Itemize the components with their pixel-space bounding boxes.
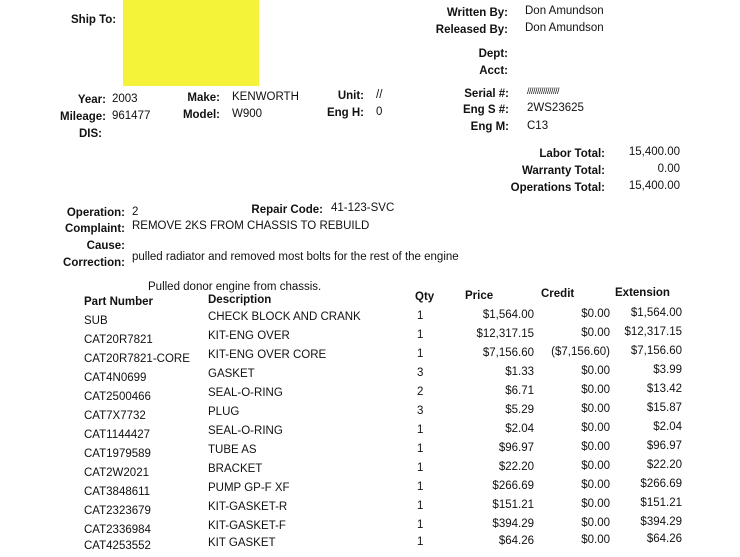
col-price: Price [465, 290, 494, 302]
part-description: KIT-GASKET-R [208, 501, 288, 513]
part-extension: $15.87 [646, 402, 682, 414]
repair-code-label: Repair Code: [251, 204, 323, 216]
part-price: $1.33 [505, 366, 534, 378]
part-extension: $151.21 [640, 497, 682, 509]
part-extension: $1,564.00 [630, 307, 682, 319]
engh-value: 0 [376, 106, 383, 118]
part-number: CAT20R7821 [84, 334, 153, 346]
part-price: $5.29 [505, 404, 534, 416]
part-extension: $266.69 [640, 478, 682, 490]
part-number: CAT4N0699 [84, 372, 147, 384]
part-price: $96.97 [498, 442, 534, 454]
part-qty: 3 [417, 405, 424, 417]
part-credit: $0.00 [581, 365, 610, 377]
labor-total-label: Labor Total: [539, 148, 605, 160]
part-number: CAT1979589 [84, 448, 151, 460]
part-credit: $0.00 [581, 517, 610, 529]
labor-total-value: 15,400.00 [628, 146, 680, 158]
part-price: $151.21 [492, 499, 534, 511]
part-description: KIT-ENG OVER [208, 330, 290, 342]
part-number: CAT2323679 [84, 505, 151, 517]
part-credit: ($7,156.60) [551, 346, 610, 358]
part-price: $64.26 [498, 535, 534, 547]
dept-label: Dept: [478, 48, 508, 60]
part-credit: $0.00 [581, 384, 610, 396]
part-credit: $0.00 [581, 460, 610, 472]
cause-label: Cause: [86, 240, 125, 252]
ship-to-label: Ship To: [71, 14, 117, 26]
part-description: PUMP GP-F XF [208, 482, 290, 494]
part-qty: 1 [417, 481, 424, 493]
part-credit: $0.00 [581, 534, 610, 546]
part-qty: 1 [417, 536, 424, 548]
part-credit: $0.00 [581, 479, 610, 491]
part-description: KIT-GASKET-F [208, 520, 286, 532]
correction-label: Correction: [63, 257, 125, 269]
mileage-label: Mileage: [59, 111, 106, 123]
warranty-total-value: 0.00 [657, 163, 680, 175]
part-price: $394.29 [492, 518, 534, 530]
ship-to-redaction [123, 0, 259, 86]
dis-label: DIS: [79, 128, 102, 140]
col-credit: Credit [541, 288, 575, 300]
part-price: $2.04 [505, 423, 534, 435]
part-qty: 3 [417, 367, 424, 379]
part-description: BRACKET [208, 463, 263, 475]
table-row [0, 533, 740, 557]
part-extension: $22.20 [646, 459, 682, 471]
part-qty: 1 [417, 310, 424, 322]
part-description: SEAL-O-RING [208, 425, 283, 437]
part-qty: 1 [417, 348, 424, 360]
released-by-value: Don Amundson [525, 22, 604, 34]
part-qty: 1 [417, 443, 424, 455]
part-extension: $12,317.15 [624, 326, 682, 338]
part-number: CAT2336984 [84, 524, 151, 536]
part-extension: $64.26 [646, 533, 682, 545]
written-by-label: Written By: [446, 7, 508, 19]
repair-code-value: 41-123-SVC [331, 202, 395, 214]
part-credit: $0.00 [581, 327, 610, 339]
part-price: $266.69 [492, 480, 534, 492]
operation-value: 2 [132, 206, 139, 218]
written-by-value: Don Amundson [525, 5, 604, 17]
col-part-number: Part Number [84, 296, 154, 308]
part-qty: 2 [417, 386, 424, 398]
part-price: $22.20 [498, 461, 534, 473]
part-description: TUBE AS [208, 444, 257, 456]
col-qty: Qty [415, 291, 435, 303]
mileage-value: 961477 [112, 110, 151, 122]
part-description: KIT GASKET [208, 537, 276, 549]
part-number: CAT20R7821-CORE [84, 353, 190, 365]
part-qty: 1 [417, 500, 424, 512]
part-credit: $0.00 [581, 498, 610, 510]
part-price: $6.71 [505, 385, 534, 397]
part-description: KIT-ENG OVER CORE [208, 349, 327, 361]
operations-total-label: Operations Total: [510, 182, 605, 194]
part-description: CHECK BLOCK AND CRANK [208, 311, 361, 323]
col-extension: Extension [615, 287, 670, 299]
part-credit: $0.00 [581, 403, 610, 415]
col-description: Description [208, 294, 272, 306]
part-description: GASKET [208, 368, 255, 380]
part-price: $7,156.60 [482, 347, 534, 359]
part-number: CAT3848611 [84, 486, 151, 498]
operation-note: Pulled donor engine from chassis. [148, 281, 322, 293]
part-description: SEAL-O-RING [208, 387, 283, 399]
part-number: CAT2500466 [84, 391, 151, 403]
part-number: CAT4253552 [84, 540, 151, 552]
engs-value: 2WS23625 [527, 102, 584, 114]
part-credit: $0.00 [581, 441, 610, 453]
part-number: CAT1144427 [84, 429, 151, 441]
part-credit: $0.00 [581, 422, 610, 434]
part-extension: $2.04 [653, 421, 682, 433]
serial-label: Serial #: [464, 88, 509, 100]
make-label: Make: [187, 92, 220, 104]
warranty-total-label: Warranty Total: [521, 165, 605, 177]
part-credit: $0.00 [581, 308, 610, 320]
part-number: SUB [84, 315, 108, 327]
part-extension: $3.99 [653, 364, 682, 376]
part-qty: 1 [417, 519, 424, 531]
part-extension: $96.97 [646, 440, 682, 452]
year-label: Year: [77, 94, 106, 106]
unit-value: // [376, 89, 383, 101]
engm-value: C13 [527, 120, 549, 132]
part-description: PLUG [208, 406, 240, 418]
part-extension: $13.42 [646, 383, 682, 395]
serial-value: //////////////// [527, 86, 560, 96]
part-number: CAT2W2021 [84, 467, 149, 479]
year-value: 2003 [112, 93, 138, 105]
part-qty: 1 [417, 462, 424, 474]
complaint-label: Complaint: [64, 223, 125, 235]
acct-label: Acct: [479, 65, 508, 77]
released-by-label: Released By: [435, 24, 508, 36]
model-label: Model: [182, 109, 220, 121]
part-price: $12,317.15 [476, 328, 534, 340]
part-price: $1,564.00 [482, 309, 534, 321]
correction-value: pulled radiator and removed most bolts for the rest of the engine [132, 251, 459, 263]
make-value: KENWORTH [232, 91, 299, 103]
part-qty: 1 [417, 424, 424, 436]
complaint-value: REMOVE 2KS FROM CHASSIS TO REBUILD [132, 220, 370, 232]
part-number: CAT7X7732 [84, 410, 146, 422]
operations-total-value: 15,400.00 [628, 180, 680, 192]
engm-label: Eng M: [470, 121, 509, 133]
part-extension: $7,156.60 [630, 345, 682, 357]
engh-label: Eng H: [326, 107, 364, 119]
engs-label: Eng S #: [462, 104, 509, 116]
model-value: W900 [232, 108, 263, 120]
unit-label: Unit: [337, 90, 364, 102]
operation-label: Operation: [66, 207, 125, 219]
part-extension: $394.29 [640, 516, 682, 528]
part-qty: 1 [417, 329, 424, 341]
